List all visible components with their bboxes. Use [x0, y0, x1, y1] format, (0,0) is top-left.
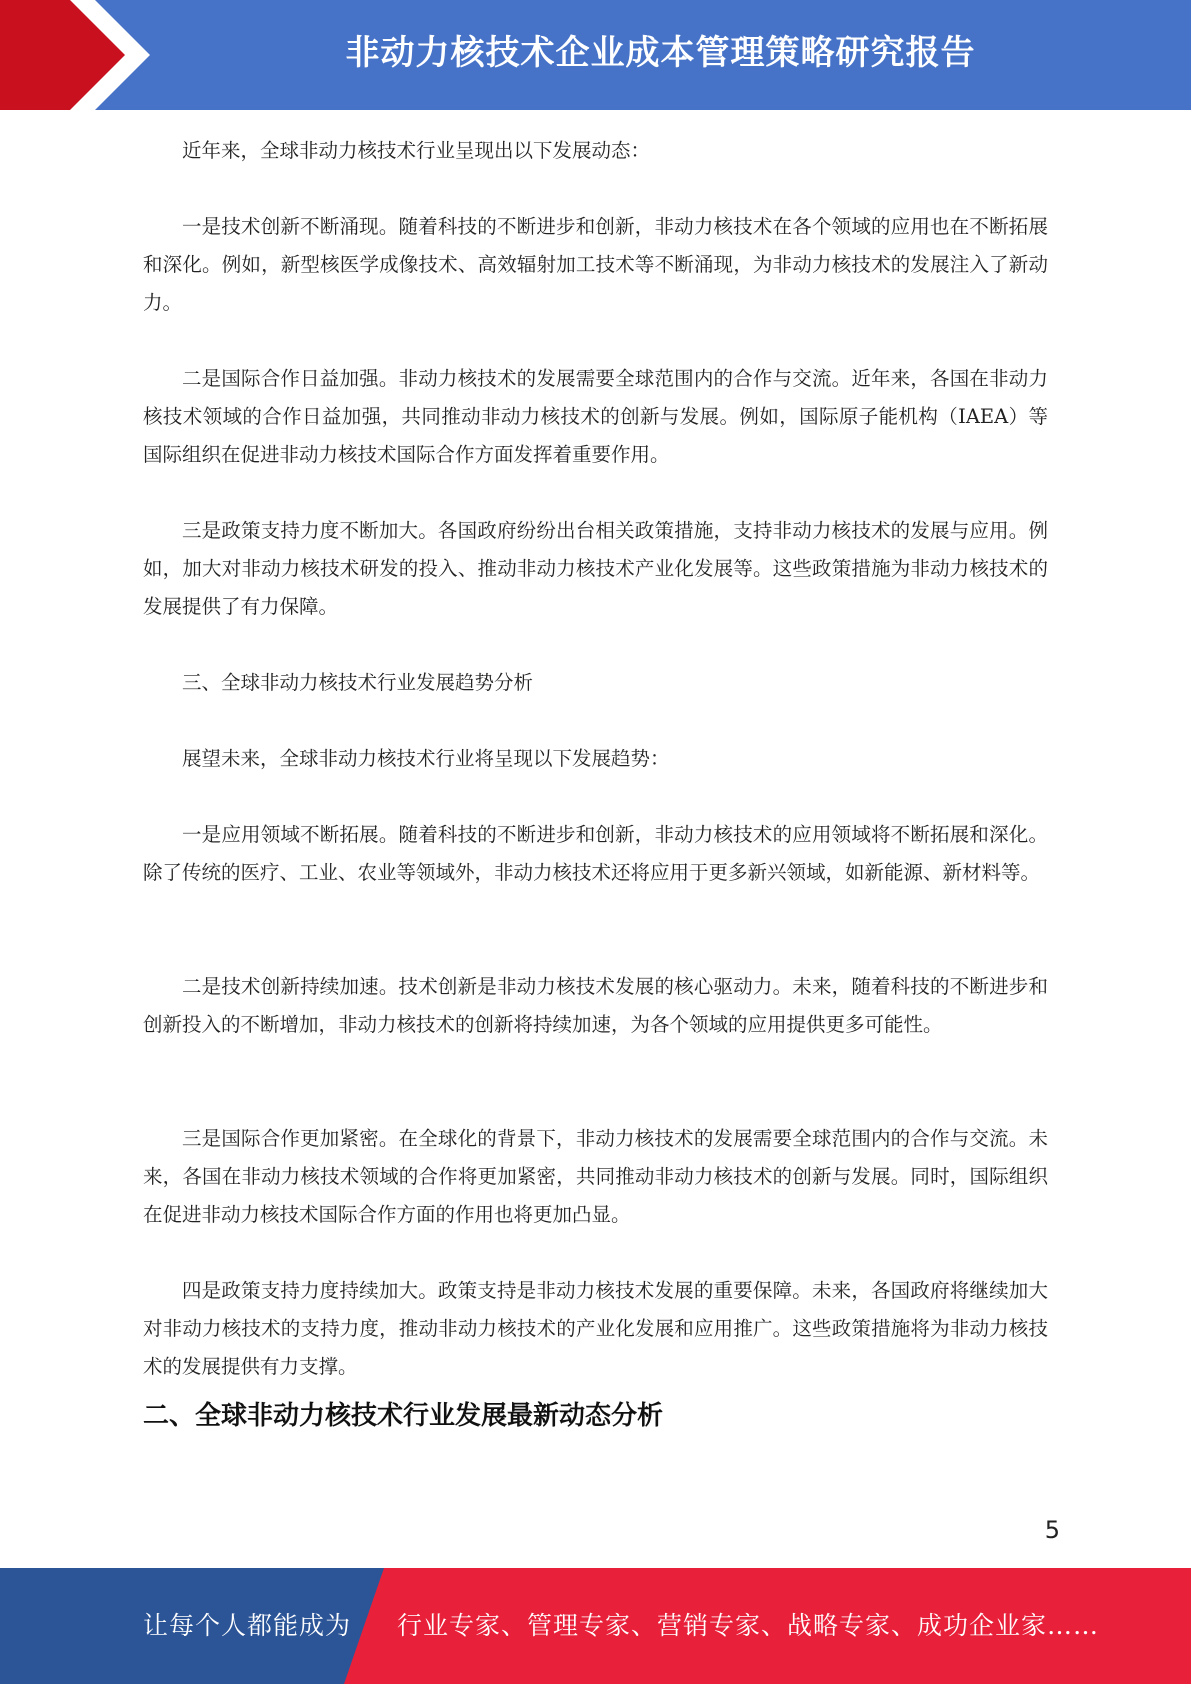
paragraph: 一是应用领域不断拓展。随着科技的不断进步和创新，非动力核技术的应用领域将不断拓展和深化。除了传统的医疗、工业、农业等领域外，非动力核技术还将应用于更多新兴领域，如新能源、新材料等。: [143, 823, 1048, 884]
report-title: 非动力核技术企业成本管理策略研究报告: [345, 33, 976, 73]
paragraph: 二是国际合作日益加强。非动力核技术的发展需要全球范围内的合作与交流。近年来，各国在非动力核技术领域的合作日益加强，共同推动非动力核技术的创新与发展。例如，国际原子能机构（IAEA）等国际组织在促进非动力核技术国际合作方面发挥着重要作用。: [143, 367, 1048, 466]
paragraph: 二是技术创新持续加速。技术创新是非动力核技术发展的核心驱动力。未来，随着科技的不断进步和创新投入的不断增加，非动力核技术的创新将持续加速，为各个领域的应用提供更多可能性。: [143, 975, 1048, 1036]
paragraph: 近年来，全球非动力核技术行业呈现出以下发展动态：: [182, 139, 651, 162]
section-heading: 二、全球非动力核技术行业发展最新动态分析: [143, 1401, 664, 1431]
paragraph: 一是技术创新不断涌现。随着科技的不断进步和创新，非动力核技术在各个领域的应用也在不断拓展和深化。例如，新型核医学成像技术、高效辐射加工技术等不断涌现，为非动力核技术的发展注入了新动力。: [143, 215, 1048, 314]
paragraph: 展望未来，全球非动力核技术行业将呈现以下发展趋势：: [182, 747, 670, 770]
paragraph: 三是国际合作更加紧密。在全球化的背景下，非动力核技术的发展需要全球范围内的合作与交流。未来，各国在非动力核技术领域的合作将更加紧密，共同推动非动力核技术的创新与发展。同时，国际组织在促进非动力核技术国际合作方面的作用也将更加凸显。: [143, 1127, 1048, 1226]
paragraph: 三是政策支持力度不断加大。各国政府纷纷出台相关政策措施，支持非动力核技术的发展与应用。例如，加大对非动力核技术研发的投入、推动非动力核技术产业化发展等。这些政策措施为非动力核技术的发展提供了有力保障。: [143, 519, 1048, 618]
page-number: 5: [1044, 1516, 1060, 1544]
footer-slogan-right: 行业专家、管理专家、营销专家、战略专家、成功企业家……: [397, 1611, 1100, 1640]
subsection-heading: 三、全球非动力核技术行业发展趋势分析: [182, 671, 534, 694]
footer-banner: [0, 1568, 1191, 1684]
paragraph: 四是政策支持力度持续加大。政策支持是非动力核技术发展的重要保障。未来，各国政府将继续加大对非动力核技术的支持力度，推动非动力核技术的产业化发展和应用推广。这些政策措施将为非动力核技术的发展提供有力支撑。: [143, 1279, 1048, 1378]
footer-slogan-left: 让每个人都能成为: [143, 1611, 352, 1640]
header-banner: [0, 0, 1191, 110]
